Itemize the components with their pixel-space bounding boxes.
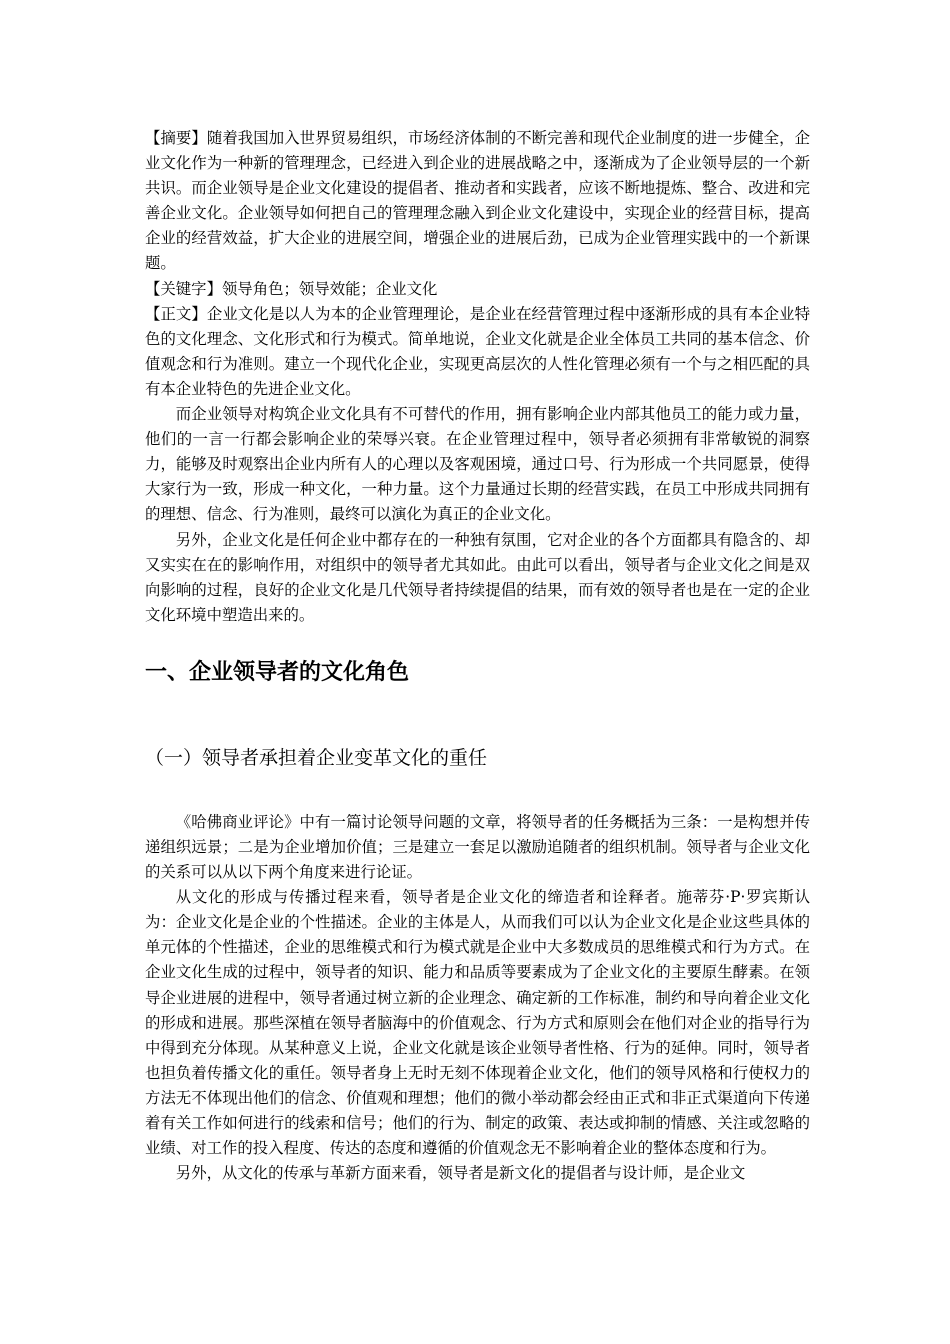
document-body xyxy=(145,126,810,1186)
section-paragraph: 从文化的形成与传播过程来看，领导者是企业文化的缔造者和诠释者。施蒂芬·P·罗宾斯认为：企业文化是企业的个性描述。企业的主体是人，从而我们可以认为企业文化是企业这些具体的单元体的个性描述，企业的思维模式和行为模式就是企业中大多数成员的思维模式和行为方式。在企业文化生成的过程中，领导者的知识、能力和品质等要素成为了企业文化的主要原生酵素。在领导企业进展的进程中，领导者通过树立新的企业理念、确定新的工作标准，制约和导向着企业文化的形成和进展。那些深植在领导者脑海中的价值观念、行为方式和原则会在他们对企业的指导行为中得到充分体现。从某种意义上说，企业文化就是该企业领导者性格、行为的延伸。同时，领导者也担负着传播文化的重任。领导者身上无时无刻不体现着企业文化，他们的领导风格和行使权力的方法无不体现出他们的信念、价值观和理想；他们的微小举动都会经由正式和非正式渠道向下传递着有关工作如何进行的线索和信号；他们的行为、制定的政策、表达或抑制的情感、关注或忽略的业绩、对工作的投入程度、传达的态度和遵循的价值观念无不影响着企业的整体态度和行为。 xyxy=(145,888,810,1158)
body-intro-text: 企业文化是以人为本的企业管理理论，是企业在经营管理过程中逐渐形成的具有本企业特色的文化理念、文化形式和行为模式。简单地说，企业文化就是企业全体员工共同的基本信念、价值观念和行为准则。建立一个现代化企业，实现更高层次的人性化管理必须有一个与之相匹配的具有本企业特色的先进企业文化。 xyxy=(145,304,810,398)
section-paragraph: 《哈佛商业评论》中有一篇讨论领导问题的文章，将领导者的任务概括为三条：一是构想并传递组织远景；二是为企业增加价值；三是建立一套足以激励追随者的组织机制。领导者与企业文化的关系可以从以下两个角度来进行论证。 xyxy=(145,812,810,882)
section-heading: 一、企业领导者的文化角色 xyxy=(145,659,410,685)
keywords-label: 【关键字】 xyxy=(145,279,222,298)
abstract-text: 随着我国加入世界贸易组织，市场经济体制的不断完善和现代企业制度的进一步健全，企业文化作为一种新的管理理念，已经进入到企业的进展战略之中，逐渐成为了企业领导层的一个新共识。而企业领导是企业文化建设的提倡者、推动者和实践者，应该不断地提炼、整合、改进和完善企业文化。企业领导如何把自己的管理理念融入到企业文化建设中，实现企业的经营目标，提高企业的经营效益，扩大企业的进展空间，增强企业的进展后劲，已成为企业管理实践中的一个新课题。 xyxy=(145,129,810,273)
body-intro-paragraph xyxy=(145,302,810,402)
intro-paragraph: 另外，企业文化是任何企业中都存在的一种独有氛围，它对企业的各个方面都具有隐含的、却又实实在在的影响作用，对组织中的领导者尤其如此。由此可以看出，领导者与企业文化之间是双向影响的过程，良好的企业文化是几代领导者持续提倡的结果，而有效的领导者也是在一定的企业文化环境中塑造出来的。 xyxy=(145,530,810,624)
abstract-paragraph xyxy=(145,126,810,277)
section-paragraph: 另外，从文化的传承与革新方面来看，领导者是新文化的提倡者与设计师，是企业文 xyxy=(175,1164,746,1183)
keywords-text: 领导角色；领导效能；企业文化 xyxy=(221,279,438,298)
intro-paragraph: 而企业领导对构筑企业文化具有不可替代的作用，拥有影响企业内部其他员工的能力或力量，他们的一言一行都会影响企业的荣辱兴衰。在企业管理过程中，领导者必须拥有非常敏锐的洞察力，能够及时观察出企业内所有人的心理以及客观困境，通过口号、行为形成一个共同愿景，使得大家行为一致，形成一种文化，一种力量。这个力量通过长期的经营实践，在员工中形成共同拥有的理想、信念、行为准则，最终可以演化为真正的企业文化。 xyxy=(145,405,810,524)
body-label: 【正文】 xyxy=(145,304,207,323)
abstract-label: 【摘要】 xyxy=(145,129,207,147)
subsection-heading: （一）领导者承担着企业变革文化的重任 xyxy=(145,746,488,769)
keywords-paragraph xyxy=(145,277,810,302)
